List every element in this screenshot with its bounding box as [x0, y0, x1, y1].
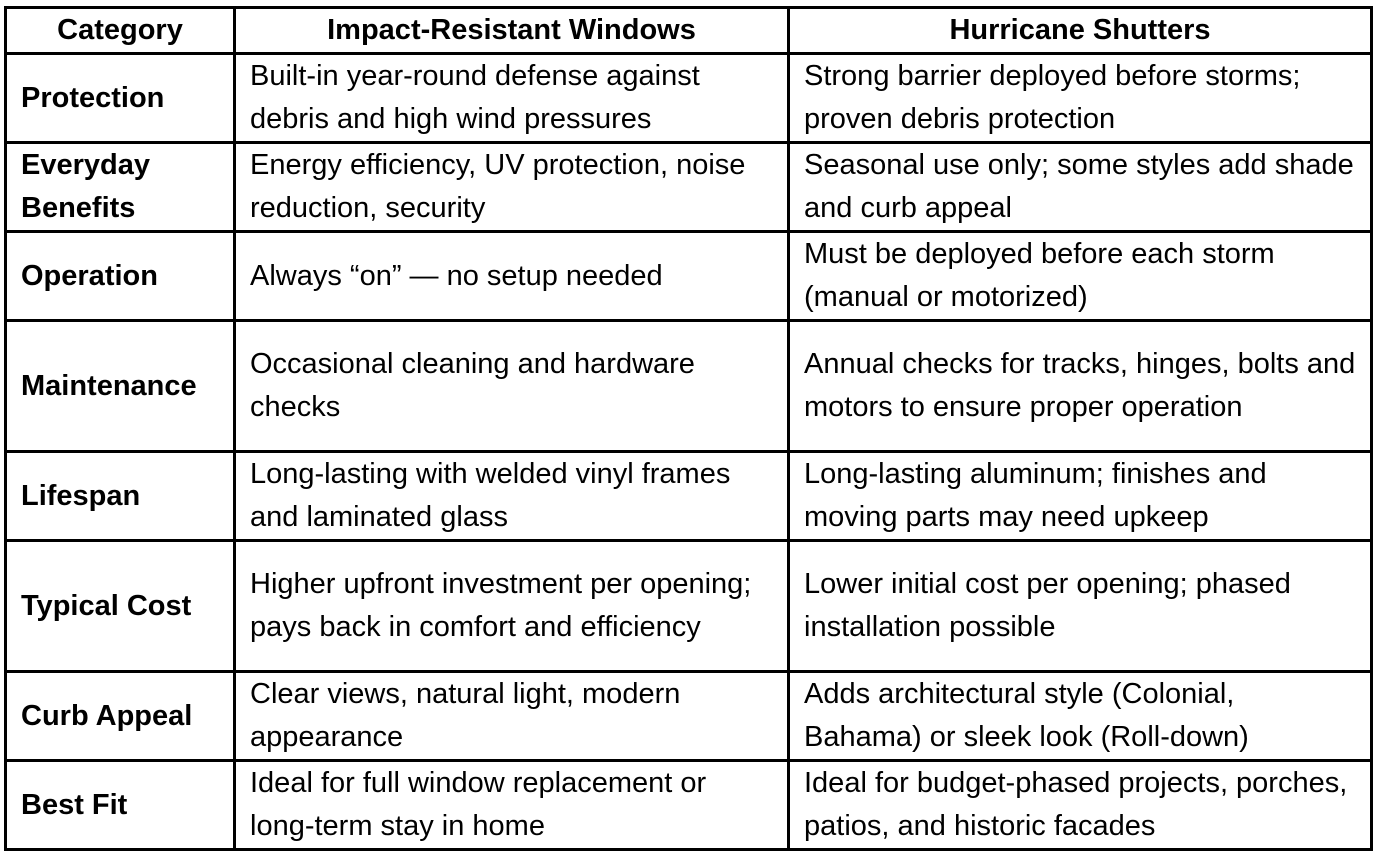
table-row	[6, 143, 1372, 232]
header-impact-resistant-windows: Impact-Resistant Windows	[235, 8, 789, 54]
windows-cell: Ideal for full window replacement or long-term stay in home	[235, 761, 789, 850]
table-row	[6, 761, 1372, 850]
header-category: Category	[6, 8, 235, 54]
windows-cell: Energy efficiency, UV protection, noise reduction, security	[235, 143, 789, 232]
windows-cell: Clear views, natural light, modern appearance	[235, 672, 789, 761]
table-row	[6, 452, 1372, 541]
category-cell: Curb Appeal	[6, 672, 235, 761]
header-hurricane-shutters: Hurricane Shutters	[789, 8, 1372, 54]
category-cell: Typical Cost	[6, 541, 235, 672]
windows-cell: Occasional cleaning and hardware checks	[235, 321, 789, 452]
category-cell: Everyday Benefits	[6, 143, 235, 232]
shutters-cell: Ideal for budget-phased projects, porches, patios, and historic facades	[789, 761, 1372, 850]
table-row	[6, 54, 1372, 143]
table-row	[6, 321, 1372, 452]
shutters-cell: Strong barrier deployed before storms; proven debris protection	[789, 54, 1372, 143]
windows-cell: Built-in year-round defense against debris and high wind pressures	[235, 54, 789, 143]
category-cell: Operation	[6, 232, 235, 321]
table-row	[6, 541, 1372, 672]
table-row	[6, 672, 1372, 761]
shutters-cell: Adds architectural style (Colonial, Bahama) or sleek look (Roll-down)	[789, 672, 1372, 761]
windows-cell: Always “on” — no setup needed	[235, 232, 789, 321]
shutters-cell: Seasonal use only; some styles add shade and curb appeal	[789, 143, 1372, 232]
comparison-table	[4, 6, 1373, 851]
windows-cell: Higher upfront investment per opening; pays back in comfort and efficiency	[235, 541, 789, 672]
category-cell: Lifespan	[6, 452, 235, 541]
shutters-cell: Long-lasting aluminum; finishes and moving parts may need upkeep	[789, 452, 1372, 541]
shutters-cell: Lower initial cost per opening; phased installation possible	[789, 541, 1372, 672]
header-row	[6, 8, 1372, 54]
category-cell: Best Fit	[6, 761, 235, 850]
category-cell: Protection	[6, 54, 235, 143]
windows-cell: Long-lasting with welded vinyl frames and laminated glass	[235, 452, 789, 541]
shutters-cell: Must be deployed before each storm (manual or motorized)	[789, 232, 1372, 321]
category-cell: Maintenance	[6, 321, 235, 452]
shutters-cell: Annual checks for tracks, hinges, bolts and motors to ensure proper operation	[789, 321, 1372, 452]
table-row	[6, 232, 1372, 321]
